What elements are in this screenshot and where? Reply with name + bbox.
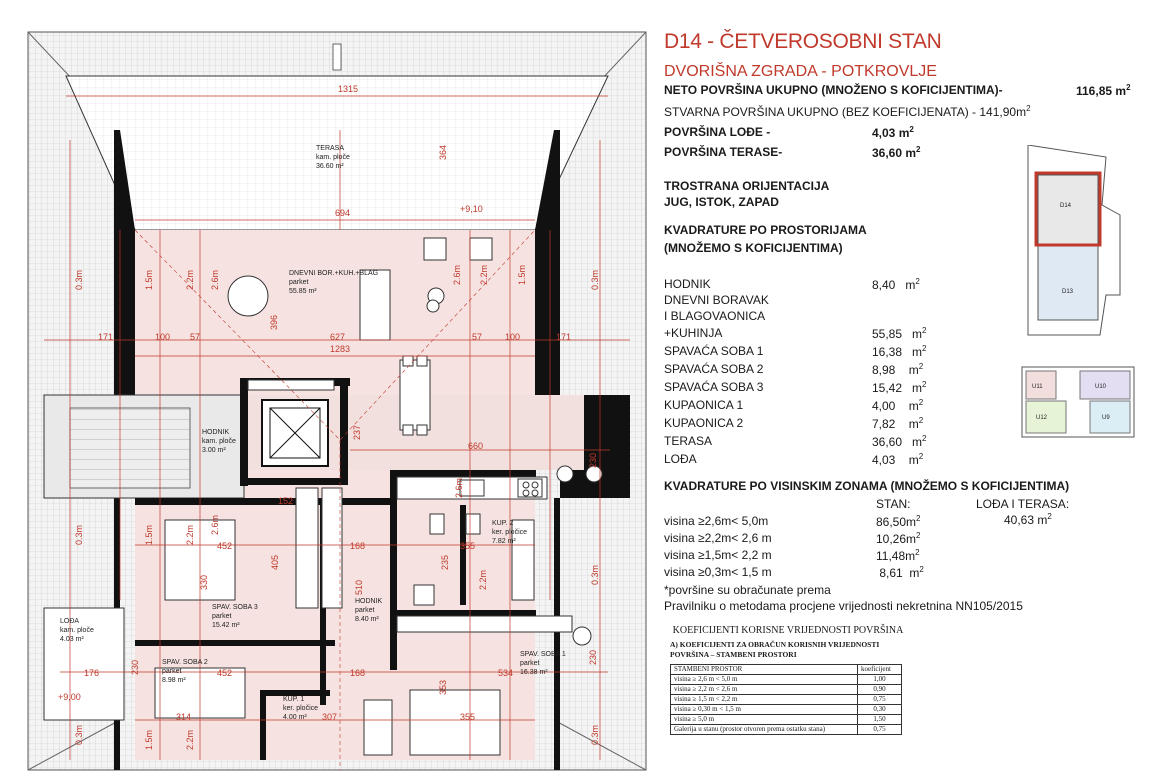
svg-text:SPAV. SOBA 3: SPAV. SOBA 3	[212, 604, 258, 611]
height-2-6m: 2.6m	[210, 514, 220, 535]
page-title: D14 - ČETVEROSOBNI STAN	[664, 30, 942, 53]
toilet	[430, 514, 444, 534]
key-plan-minimap	[1020, 145, 1150, 445]
coefficients-table	[670, 625, 906, 735]
armchair	[424, 238, 446, 260]
orientation-line1: TROSTRANA ORIJENTACIJA	[664, 179, 830, 193]
minimap-label-d14: D14	[1060, 203, 1072, 209]
svg-text:DNEVNI BOR.+KUH.+BLAG: DNEVNI BOR.+KUH.+BLAG	[289, 270, 379, 277]
dim-235: 235	[440, 554, 450, 570]
dim-405: 405	[270, 554, 280, 570]
shower	[364, 700, 392, 755]
coefficients-title: KOEFICIJENTI KORISNE VRIJEDNOSTI POVRŠINA	[672, 625, 904, 636]
rooms-heading-1: KVADRATURE PO PROSTORIJAMA	[664, 223, 867, 237]
minimap-label-u9: U9	[1102, 415, 1110, 421]
chair	[403, 356, 413, 366]
minimap-label-u10: U10	[1095, 384, 1107, 390]
height-0-3m: 0.3m	[74, 724, 84, 745]
dim-57: 57	[190, 332, 201, 342]
svg-text:ker. pločice: ker. pločice	[283, 705, 319, 712]
staircase	[70, 408, 190, 488]
svg-text:SPAV. SOBA 2: SPAV. SOBA 2	[162, 659, 208, 666]
dim-694: 694	[335, 208, 351, 218]
dim-314: 314	[176, 712, 192, 722]
chair	[417, 425, 427, 435]
svg-text:3.00 m²: 3.00 m²	[202, 447, 226, 454]
unit-u9-block	[1090, 401, 1130, 433]
height-2-2m: 2.2m	[185, 524, 195, 545]
svg-text:36.60 m²: 36.60 m²	[316, 163, 344, 170]
svg-text:7.82 m²: 7.82 m²	[492, 538, 516, 545]
room-row: HODNIK 8,40 $m^2$	[664, 277, 920, 292]
bed	[410, 690, 500, 755]
dim-353: 353	[438, 679, 448, 695]
table-cell: 0,75	[858, 695, 902, 705]
room-row: TERASA 36,60 $m^2$	[664, 434, 927, 449]
level-9-00: +9,00	[58, 692, 81, 702]
table-row	[671, 705, 902, 715]
svg-text:kam. ploče: kam. ploče	[202, 438, 236, 445]
bedroom-chair	[573, 627, 591, 645]
level-9-10: +9,10	[460, 204, 483, 214]
wardrobe	[397, 616, 572, 632]
side-table	[427, 300, 439, 312]
svg-text:TERASA: TERASA	[316, 145, 345, 152]
room-row: KUPAONICA 2 7,82 $m^2$	[664, 416, 924, 431]
room-row: SPAVAĆA SOBA 1 16,38 $m^2$	[664, 344, 927, 359]
zone-row: visina ≥2,2m< 2,6 m $10,26m^2$	[664, 531, 921, 546]
svg-text:4.00 m²: 4.00 m²	[283, 714, 307, 721]
room-row: +KUHINJA 55,85 $m^2$	[664, 326, 927, 341]
zone-row: visina ≥0,3m< 1,5 m 8,61 $m^2$	[664, 565, 924, 580]
height-2-2m: 2.2m	[479, 264, 489, 285]
zones-col-loda: LOĐA I TERASA:	[976, 497, 1070, 511]
svg-text:HODNIK: HODNIK	[202, 429, 230, 436]
dim-307: 307	[322, 712, 338, 722]
room-row: DNEVNI BORAVAK	[664, 293, 769, 307]
table-cell: visina ≥ 1,5 m < 2,2 m	[671, 695, 858, 705]
svg-text:KUP. 2: KUP. 2	[492, 520, 514, 527]
dim-660: 660	[468, 441, 484, 451]
height-0-3m: 0.3m	[74, 524, 84, 545]
minimap-label-u11: U11	[1032, 384, 1043, 390]
height-2-2m: 2.2m	[478, 569, 488, 590]
wardrobe	[296, 488, 318, 608]
table-row	[671, 675, 902, 685]
dim-171: 171	[556, 332, 572, 342]
room-row: SPAVAĆA SOBA 2 8,98 $m^2$	[664, 362, 924, 377]
table-cell: 1,50	[858, 715, 902, 725]
dim-1315: 1315	[338, 84, 359, 94]
height-1-5m: 1.5m	[517, 264, 527, 285]
svg-text:kam. ploče: kam. ploče	[60, 627, 94, 634]
zones-loda-total: 40,63 $m^2$	[1004, 512, 1052, 527]
chimney	[333, 44, 341, 70]
loggia-floor	[44, 608, 124, 720]
dim-364: 364	[438, 144, 448, 160]
table-cell: visina ≥ 2,6 m < 5,0 m	[671, 675, 858, 685]
zone-row: visina ≥1,5m< 2,2 m $11,48m^2$	[664, 548, 920, 563]
svg-text:parket: parket	[162, 668, 182, 675]
svg-text:4.03 m²: 4.03 m²	[60, 636, 84, 643]
zones-heading: KVADRATURE PO VISINSKIM ZONAMA (MNOŽEMO S KOFICIJENTIMA)	[664, 479, 1070, 493]
wardrobe	[322, 488, 342, 608]
table-cell: visina ≥ 2,2 m < 2,6 m	[671, 685, 858, 695]
dim-237: 237	[352, 424, 362, 440]
minimap-label-d13: D13	[1062, 289, 1074, 295]
height-2-2m: 2.2m	[185, 269, 195, 290]
unit-d14-block	[1038, 175, 1098, 245]
dim-355: 355	[460, 541, 476, 551]
svg-text:SPAV. SOBA 1: SPAV. SOBA 1	[520, 651, 566, 658]
svg-text:KUP. 1: KUP. 1	[283, 696, 305, 703]
table-cell: visina ≥ 0,30 m < 1,5 m	[671, 705, 858, 715]
table-row	[671, 725, 902, 735]
svg-text:55.85 m²: 55.85 m²	[289, 288, 317, 295]
dim-168: 168	[350, 541, 366, 551]
neto-value: 116,85 $m^2$	[1076, 83, 1131, 98]
dim-627: 627	[330, 332, 346, 342]
room-row: LOĐA 4,03 $m^2$	[664, 452, 924, 467]
table-header-cell: STAMBENI PROSTOR	[671, 665, 858, 675]
dim-57: 57	[472, 332, 483, 342]
coefficients-subtitle: A) KOEFICIJENTI ZA OBRAČUN KORISNIH VRIJEDNOSTI POVRŠINA – STAMBENI PROSTORI	[670, 640, 880, 659]
svg-text:16.38 m²: 16.38 m²	[520, 669, 548, 676]
svg-text:kam. ploče: kam. ploče	[316, 154, 350, 161]
table-row	[671, 685, 902, 695]
zone-row: visina ≥2,6m< 5,0m $86,50m^2$	[664, 514, 921, 529]
dim-230: 230	[588, 452, 598, 468]
dim-452: 452	[217, 668, 233, 678]
room-row: I BLAGOVAONICA	[664, 309, 766, 323]
chair	[403, 425, 413, 435]
table-header-cell: koeficijent	[858, 665, 902, 675]
height-2-6m: 2.6m	[452, 264, 462, 285]
height-0-3m: 0.3m	[590, 724, 600, 745]
dim-171: 171	[98, 332, 114, 342]
bar-stool	[557, 466, 573, 482]
height-0-3m: 0.3m	[590, 564, 600, 585]
height-1-5m: 1.5m	[144, 524, 154, 545]
table-cell: 0,90	[858, 685, 902, 695]
svg-text:8.40 m²: 8.40 m²	[355, 616, 379, 623]
table-row	[671, 695, 902, 705]
height-1-5m: 1.5m	[144, 729, 154, 750]
svg-text:parket: parket	[520, 660, 540, 667]
height-2-2m: 2.2m	[185, 729, 195, 750]
loda-area-line: POVRŠINA LOĐE - 4,03 $m^2$	[664, 125, 914, 140]
orientation-line2: JUG, ISTOK, ZAPAD	[664, 195, 779, 209]
room-row: SPAVAĆA SOBA 3 15,42 $m^2$	[664, 380, 927, 395]
table-cell: visina ≥ 5,0 m	[671, 715, 858, 725]
terasa-area-line: POVRŠINA TERASE- 36,60 $m^2$	[664, 145, 921, 160]
table-cell: 0,75	[858, 725, 902, 735]
svg-text:15.42 m²: 15.42 m²	[212, 622, 240, 629]
table-row	[671, 715, 902, 725]
height-1-5m: 1.5m	[144, 269, 154, 290]
dim-330: 330	[199, 574, 209, 590]
room-row: KUPAONICA 1 4,00 $m^2$	[664, 398, 924, 413]
neto-line	[664, 83, 1131, 98]
minimap-label-u12: U12	[1036, 415, 1048, 421]
table-cell: 0,30	[858, 705, 902, 715]
dim-100: 100	[155, 332, 171, 342]
height-0-3m: 0.3m	[74, 269, 84, 290]
dim-534: 534	[498, 668, 514, 678]
dining-round-table	[228, 276, 268, 316]
table-header-row	[671, 665, 902, 675]
dim-152: 152	[278, 496, 294, 506]
svg-text:parket: parket	[212, 613, 232, 620]
toilet	[466, 514, 480, 534]
svg-text:HODNIK: HODNIK	[355, 598, 383, 605]
dim-396: 396	[269, 314, 279, 330]
terrace-floor	[66, 76, 608, 230]
table-cell: Galerija u stanu (prostor otvoren prema ostatku stana)	[671, 725, 858, 735]
stove	[518, 479, 542, 497]
dim-176: 176	[84, 668, 100, 678]
height-2-6m: 2.6m	[454, 477, 464, 498]
table-cell: 1,00	[858, 675, 902, 685]
dim-1283: 1283	[330, 344, 351, 354]
neto-label: NETO POVRŠINA UKUPNO (MNOŽENO S KOFICIJENTIMA)-	[664, 83, 1003, 97]
dim-452: 452	[217, 541, 233, 551]
svg-text:8.98 m²: 8.98 m²	[162, 677, 186, 684]
armchair	[470, 238, 492, 260]
svg-text:ker. pločice: ker. pločice	[492, 529, 528, 536]
sofa	[248, 380, 334, 390]
coefficients-grid	[670, 664, 902, 735]
height-2-6m: 2.6m	[210, 269, 220, 290]
svg-text:parket: parket	[289, 279, 309, 286]
zones-note-1: *površine su obračunate prema	[664, 583, 831, 597]
svg-text:LOĐA: LOĐA	[60, 618, 80, 625]
kitchen-island	[360, 270, 390, 340]
page-subtitle: DVORIŠNA ZGRADA - POTKROVLJE	[664, 63, 937, 80]
stvarna-label: STVARNA POVRŠINA UKUPNO (BEZ KOEFICIJENATA) - 141,90	[664, 105, 1017, 119]
rooms-heading-2: (MNOŽEMO S KOFICIJENTIMA)	[664, 241, 843, 255]
zones-note-2: Pravilniku o metodama procjene vrijednosti nekretnina NN105/2015	[664, 599, 1023, 613]
dim-355: 355	[460, 712, 476, 722]
chair	[417, 356, 427, 366]
dim-100: 100	[505, 332, 521, 342]
dim-230: 230	[588, 649, 598, 665]
washing-machine	[414, 585, 434, 605]
svg-text:parket: parket	[355, 607, 375, 614]
dim-168: 168	[350, 668, 366, 678]
height-0-3m: 0.3m	[590, 269, 600, 290]
dim-230: 230	[130, 659, 140, 675]
unit-d13-block	[1038, 245, 1098, 320]
zones-col-stan: STAN:	[876, 497, 911, 511]
dim-510: 510	[354, 579, 364, 595]
stvarna-line: STVARNA POVRŠINA UKUPNO (BEZ KOEFICIJENATA) - $141,90m^2$	[664, 104, 1031, 119]
